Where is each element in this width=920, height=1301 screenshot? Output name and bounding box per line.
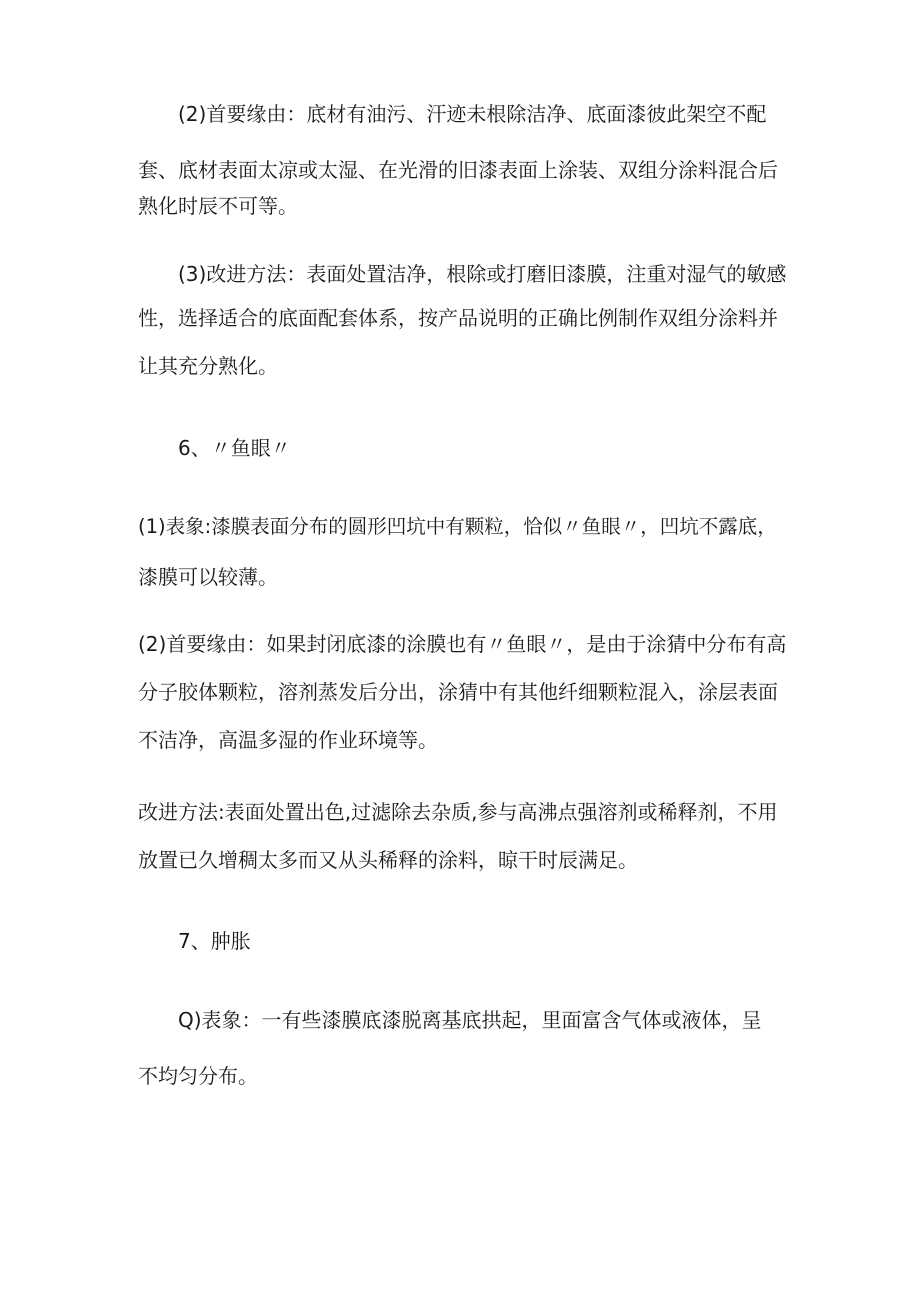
paragraph-line: (1)表象:漆膜表面分布的圆形凹坑中有颗粒，恰似〃鱼眼〃，凹坑不露底， <box>138 515 777 538</box>
paragraph-line: 性，选择适合的底面配套体系，按产品说明的正确比例制作双组分涂料并 <box>138 306 778 330</box>
paragraph-line: 不洁净，高温多湿的作业环境等。 <box>138 728 438 752</box>
paragraph-line: (2)首要缘由：如果封闭底漆的涂膜也有〃鱼眼〃，是由于涂猜中分布有高 <box>138 632 787 656</box>
paragraph-line: 熟化时辰不可等。 <box>138 194 298 218</box>
paragraph-line: (2)首要缘由：底材有油污、汗迹未根除洁净、底面漆彼此架空不配 <box>178 102 767 126</box>
paragraph-line: (3)改进方法：表面处置洁净，根除或打磨旧漆膜，注重对湿气的敏感 <box>178 262 787 286</box>
paragraph-line: 不均匀分布。 <box>138 1064 258 1088</box>
section-heading-fisheye: 6、〃鱼眼〃 <box>178 436 291 460</box>
section-heading-swelling: 7、肿胀 <box>178 929 251 953</box>
paragraph-line: 漆膜可以较薄。 <box>138 565 278 589</box>
paragraph-line: Q)表象：一有些漆膜底漆脱离基底拱起，里面富含气体或液体，呈 <box>178 1008 762 1032</box>
paragraph-line: 放置已久增稠太多而又从头稀释的涂料，晾干时辰满足。 <box>138 848 638 872</box>
paragraph-line: 分子胶体颗粒，溶剂蒸发后分出，涂猜中有其他纤细颗粒混入，涂层表面 <box>138 680 778 704</box>
paragraph-line: 让其充分熟化。 <box>138 354 278 378</box>
paragraph-line: 套、底材表面太凉或太湿、在光滑的旧漆表面上涂装、双组分涂料混合后 <box>138 158 778 182</box>
paragraph-line: 改进方法:表面处置出色,过滤除去杂质,参与高沸点强溶剂或稀释剂，不用 <box>138 800 778 824</box>
